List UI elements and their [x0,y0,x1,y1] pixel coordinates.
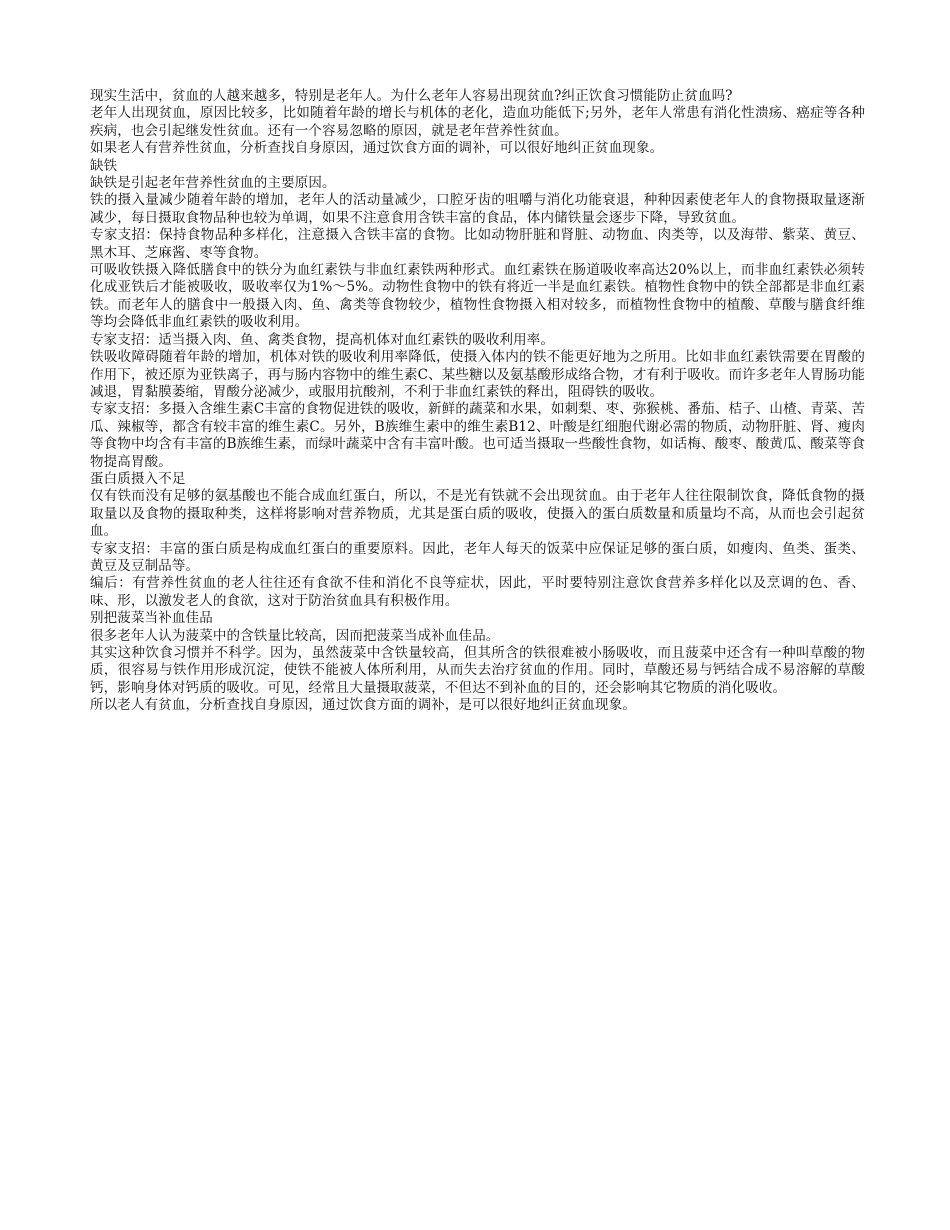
document-body [90,88,865,715]
protein-deficiency-paragraph: 仅有铁而没有足够的氨基酸也不能合成血红蛋白，所以，不是光有铁就不会出现贫血。由于老年人往往限制饮食，降低食物的摄取量以及食物的摄取种类，这样将影响对营养物质，尤其是蛋白质的吸收，使摄入的蛋白质数量和质量均不高，从而也会引起贫血。 [90,488,865,540]
expert-tip-vitamin-c: 专家支招：多摄入含维生素C丰富的食物促进铁的吸收，新鲜的蔬菜和水果，如刺梨、枣、弥猴桃、番茄、桔子、山楂、青菜、苦瓜、辣椒等，都含有较丰富的维生素C。另外，B族维生素中的维生素B12、叶酸是红细胞代谢必需的物质，动物肝脏、肾、瘦肉等食物中均含有丰富的B族维生素，而绿叶蔬菜中含有丰富叶酸。也可适当摄取一些酸性食物，如话梅、酸枣、酸黄瓜、酸菜等食物提高胃酸。 [90,401,865,470]
iron-deficiency-main-cause: 缺铁是引起老年营养性贫血的主要原因。 [90,175,336,192]
spinach-belief-paragraph: 很多老年人认为菠菜中的含铁量比较高，因而把菠菜当成补血佳品。 [90,627,500,644]
absorbable-iron-paragraph: 可吸收铁摄入降低膳食中的铁分为血红素铁与非血红素铁两种形式。血红素铁在肠道吸收率高达20%以上，而非血红素铁必须转化成亚铁后才能被吸收，吸收率仅为1%～5%。动物性食物中的铁有将近一半是血红素铁。植物性食物中的铁全部都是非血红素铁。而老年人的膳食中一般摄入肉、鱼、禽类等食物较少，植物性食物摄入相对较多，而植物性食物中的植酸、草酸与膳食纤维等均会降低非血红素铁的吸收利用。 [90,262,865,331]
section-heading-protein: 蛋白质摄入不足 [90,470,186,487]
causes-paragraph: 老年人出现贫血，原因比较多，比如随着年龄的增长与机体的老化，造血功能低下;另外，老年人常患有消化性溃疡、癌症等各种疾病，也会引起继发性贫血。还有一个容易忽略的原因，就是老年营养性贫血。 [90,105,865,139]
intro-question-paragraph: 现实生活中，贫血的人越来越多，特别是老年人。为什么老年人容易出现贫血?纠正饮食习惯能防止贫血吗? [90,88,733,104]
iron-intake-reduction-paragraph: 铁的摄入量减少随着年龄的增加，老年人的活动量减少，口腔牙齿的咀嚼与消化功能衰退，种种因素使老年人的食物摄取量逐渐减少，每日摄取食物品种也较为单调，如果不注意食用含铁丰富的食品，体内储铁量会逐步下降，导致贫血。 [90,192,865,226]
expert-tip-food-variety: 专家支招：保持食物品种多样化，注意摄入含铁丰富的食物。比如动物肝脏和肾脏、动物血、肉类等，以及海带、紫菜、黄豆、黑木耳、芝麻酱、枣等食物。 [90,227,865,261]
spinach-explanation-paragraph: 其实这种饮食习惯并不科学。因为，虽然菠菜中含铁量较高，但其所含的铁很难被小肠吸收，而且菠菜中还含有一种叫草酸的物质，很容易与铁作用形成沉淀，使铁不能被人体所利用，从而失去治疗贫血的作用。同时，草酸还易与钙结合成不易溶解的草酸钙，影响身体对钙质的吸收。可见，经常且大量摄取菠菜，不但达不到补血的目的，还会影响其它物质的消化吸收。 [90,645,865,696]
expert-tip-protein: 专家支招：丰富的蛋白质是构成血红蛋白的重要原料。因此，老年人每天的饭菜中应保证足够的蛋白质，如瘦肉、鱼类、蛋类、黄豆及豆制品等。 [90,540,865,574]
adjustment-paragraph: 如果老人有营养性贫血，分析查找自身原因，通过饮食方面的调补，可以很好地纠正贫血现象。 [90,140,664,157]
expert-tip-meat-fish: 专家支招：适当摄入肉、鱼、禽类食物，提高机体对血红素铁的吸收利用率。 [90,331,555,348]
iron-absorption-disorder-paragraph: 铁吸收障碍随着年龄的增加，机体对铁的吸收利用率降低，使摄入体内的铁不能更好地为之所用。比如非血红素铁需要在胃酸的作用下，被还原为亚铁离子，再与肠内容物中的维生素C、某些糖以及氨基酸形成络合物，才有利于吸收。而许多老年人胃肠功能减退，胃黏膜萎缩，胃酸分泌减少，或服用抗酸剂，不利于非血红素铁的释出，阻碍铁的吸收。 [90,349,865,400]
section-heading-iron-deficiency: 缺铁 [90,157,118,174]
section-heading-spinach: 别把菠菜当补血佳品 [90,610,213,627]
editor-note-paragraph: 编后：有营养性贫血的老人往往还有食欲不佳和消化不良等症状，因此，平时要特别注意饮食营养多样化以及烹调的色、香、味、形，以激发老人的食欲，这对于防治贫血具有积极作用。 [90,575,865,609]
conclusion-paragraph: 所以老人有贫血，分析查找自身原因，通过饮食方面的调补，是可以很好地纠正贫血现象。 [90,697,636,714]
